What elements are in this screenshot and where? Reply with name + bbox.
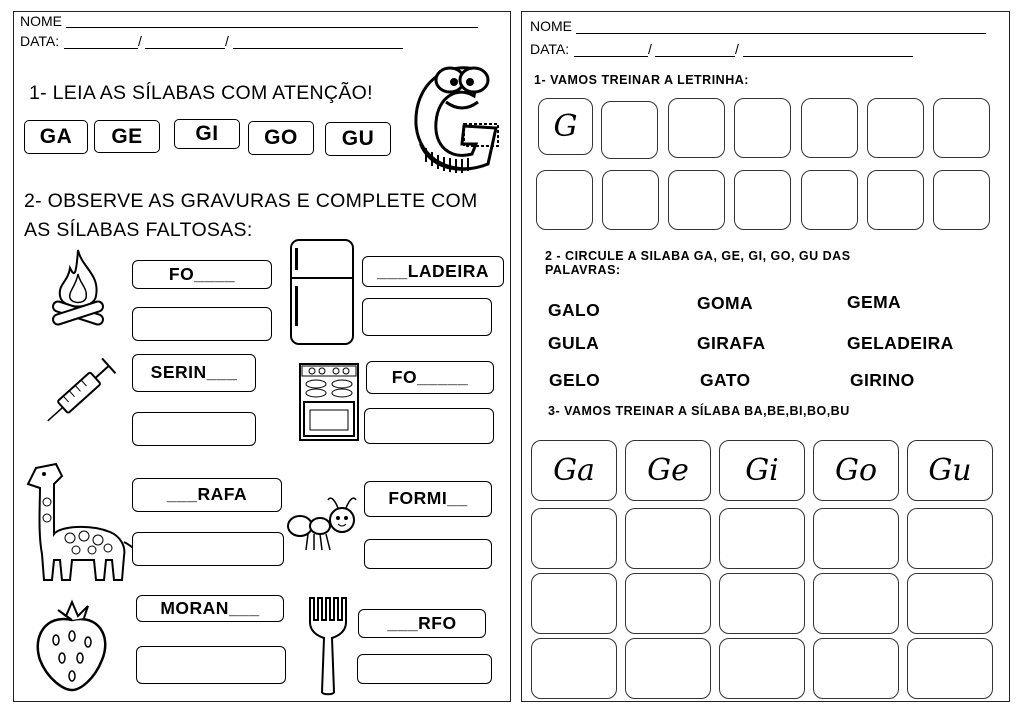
syllable-practice-box[interactable] xyxy=(813,638,899,699)
syllable-practice-box[interactable] xyxy=(625,573,711,634)
answer-box-fogao[interactable] xyxy=(364,408,494,444)
letter-practice-box[interactable] xyxy=(734,98,791,158)
syllable-model-box xyxy=(531,440,617,501)
word-girafa: ___RAFA xyxy=(166,484,248,505)
stove-illustration xyxy=(298,362,360,442)
word-box-garfo xyxy=(358,609,486,638)
word-box-geladeira xyxy=(362,256,504,287)
date-label: DATA: xyxy=(530,41,570,57)
cursive-syllable: Ge xyxy=(647,452,689,488)
letter-practice-box[interactable] xyxy=(668,170,725,230)
letter-model-box xyxy=(538,98,593,155)
worksheet-right xyxy=(521,11,1010,702)
circle-word[interactable]: GALO xyxy=(548,300,601,320)
syllable-box: GA xyxy=(24,120,88,154)
letter-practice-box[interactable] xyxy=(933,98,990,158)
instruction-1: 1- LEIA AS SÍLABAS COM ATENÇÃO! xyxy=(29,82,373,104)
letter-practice-box[interactable] xyxy=(601,101,658,159)
letter-practice-box[interactable] xyxy=(867,98,924,158)
fork-illustration xyxy=(306,596,350,696)
syllable-model-box xyxy=(719,440,805,501)
strawberry-illustration xyxy=(32,596,112,692)
syllable-practice-box[interactable] xyxy=(719,573,805,634)
letter-practice-box[interactable] xyxy=(668,98,725,158)
fire-illustration xyxy=(48,248,108,336)
name-line[interactable] xyxy=(576,33,986,34)
circle-word[interactable]: GIRINO xyxy=(850,370,915,390)
word-fogao: FO_____ xyxy=(391,366,469,387)
letter-practice-box[interactable] xyxy=(801,170,858,230)
word-box-seringa xyxy=(132,354,256,392)
circle-word[interactable]: GULA xyxy=(548,333,600,353)
answer-box-seringa[interactable] xyxy=(132,412,256,446)
cursive-syllable: Ga xyxy=(553,452,595,488)
syllable-practice-box[interactable] xyxy=(625,508,711,569)
syllable-box: GE xyxy=(94,120,160,153)
circle-word[interactable]: GELO xyxy=(549,370,601,390)
syllable-practice-box[interactable] xyxy=(907,638,993,699)
instruction-2-line-2: PALAVRAS: xyxy=(545,263,621,277)
cursive-letter: G xyxy=(553,108,578,144)
syllable-practice-box[interactable] xyxy=(813,573,899,634)
instruction-2-line-2: AS SÍLABAS FALTOSAS: xyxy=(24,219,253,241)
date-label: DATA: xyxy=(20,33,60,49)
instruction-1: 1- VAMOS TREINAR A LETRINHA: xyxy=(534,73,749,87)
instruction-3: 3- VAMOS TREINAR A SÍLABA BA,BE,BI,BO,BU xyxy=(548,404,850,418)
word-box-formiga xyxy=(364,481,492,517)
word-box-girafa xyxy=(132,478,282,512)
syllable-model-box xyxy=(813,440,899,501)
letter-practice-box[interactable] xyxy=(867,170,924,230)
instruction-2-line-1: 2 - CIRCULE A SILABA GA, GE, GI, GO, GU DAS xyxy=(545,249,851,263)
refrigerator-illustration xyxy=(289,238,355,346)
circle-word[interactable]: GEMA xyxy=(847,292,902,312)
syllable-practice-box[interactable] xyxy=(907,508,993,569)
syringe-illustration xyxy=(32,344,132,436)
letter-practice-box[interactable] xyxy=(801,98,858,158)
letter-practice-box[interactable] xyxy=(536,170,593,230)
word-formiga: FORMI__ xyxy=(388,488,468,509)
syllable-practice-box[interactable] xyxy=(719,638,805,699)
syllable-practice-box[interactable] xyxy=(813,508,899,569)
cursive-syllable: Go xyxy=(834,452,878,488)
date-day-line[interactable] xyxy=(64,48,138,49)
date-separator: / xyxy=(138,33,142,49)
date-month-line[interactable] xyxy=(145,48,225,49)
circle-word[interactable]: GIRAFA xyxy=(697,333,766,353)
letter-practice-box[interactable] xyxy=(933,170,990,230)
syllable-box: GO xyxy=(248,121,314,155)
letter-practice-box[interactable] xyxy=(734,170,791,230)
cursive-syllable: Gu xyxy=(928,452,972,488)
word-box-fogo xyxy=(132,260,272,289)
date-year-line[interactable] xyxy=(743,56,913,57)
word-box-fogao xyxy=(366,361,494,394)
answer-box-garfo[interactable] xyxy=(357,654,492,684)
syllable-practice-box[interactable] xyxy=(625,638,711,699)
cursive-syllable: Gi xyxy=(745,452,779,488)
letter-g-mascot-illustration xyxy=(406,56,506,178)
word-seringa: SERIN___ xyxy=(150,362,238,383)
date-day-line[interactable] xyxy=(574,56,648,57)
answer-box-girafa[interactable] xyxy=(132,532,284,566)
syllable-practice-box[interactable] xyxy=(719,508,805,569)
name-label: NOME xyxy=(20,13,62,29)
circle-word[interactable]: GELADEIRA xyxy=(847,333,954,353)
syllable-practice-box[interactable] xyxy=(907,573,993,634)
answer-box-geladeira[interactable] xyxy=(362,298,492,336)
answer-box-morango[interactable] xyxy=(136,646,286,684)
syllable-practice-box[interactable] xyxy=(531,638,617,699)
word-fogo: FO____ xyxy=(168,263,236,284)
date-month-line[interactable] xyxy=(655,56,735,57)
date-separator: / xyxy=(225,33,229,49)
answer-box-fogo[interactable] xyxy=(132,307,272,341)
date-separator: / xyxy=(735,41,739,57)
syllable-model-box xyxy=(907,440,993,501)
date-separator: / xyxy=(648,41,652,57)
ant-illustration xyxy=(286,492,368,556)
answer-box-formiga[interactable] xyxy=(364,539,492,569)
letter-practice-box[interactable] xyxy=(602,170,659,230)
syllable-box: GU xyxy=(325,122,391,156)
word-geladeira: ___LADEIRA xyxy=(377,260,489,281)
syllable-practice-box[interactable] xyxy=(531,573,617,634)
instruction-2-line-1: 2- OBSERVE AS GRAVURAS E COMPLETE COM xyxy=(24,190,478,212)
word-garfo: ___RFO xyxy=(387,612,457,633)
syllable-model-box xyxy=(625,440,711,501)
circle-word[interactable]: GATO xyxy=(700,370,751,390)
worksheet-left xyxy=(13,11,511,702)
word-morango: MORAN___ xyxy=(160,597,260,618)
giraffe-illustration xyxy=(20,454,144,584)
word-box-morango xyxy=(136,595,284,622)
name-line[interactable] xyxy=(66,27,478,28)
syllable-practice-box[interactable] xyxy=(531,508,617,569)
date-year-line[interactable] xyxy=(233,48,403,49)
circle-word[interactable]: GOMA xyxy=(697,293,754,313)
syllable-box: GI xyxy=(174,119,240,149)
name-label: NOME xyxy=(530,18,572,34)
